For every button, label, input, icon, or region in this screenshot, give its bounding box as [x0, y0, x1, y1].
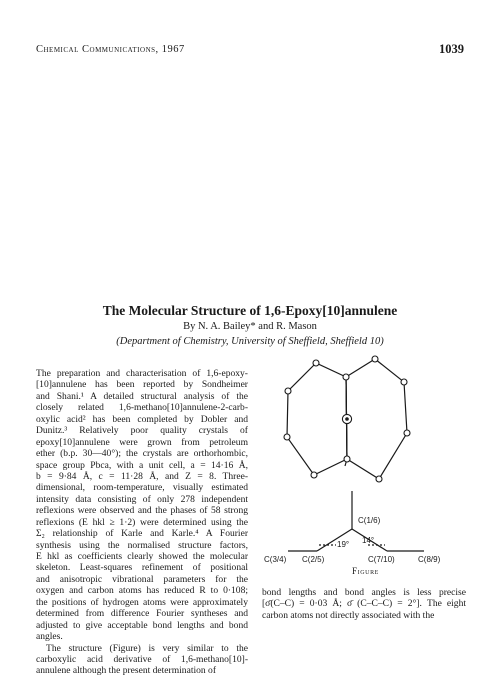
text-line: annulene although the present determination of	[36, 665, 217, 677]
label-c25: C(2/5)	[302, 555, 325, 564]
text-line: and Shani.¹ A detailed structural analysis of the	[36, 390, 248, 402]
text-line: synthesis using the normalised structure factors,	[36, 539, 248, 551]
text-line: adjusted to give acceptable bond lengths and bond	[36, 619, 248, 631]
article-title: The Molecular Structure of 1,6-Epoxy[10]annulene	[102, 303, 398, 318]
molecular-structure-figure	[262, 355, 472, 570]
text-line: The structure (Figure) is very similar to the	[46, 642, 248, 654]
label-angle-right: 14°	[362, 536, 375, 545]
text-line: determined from difference Fourier syntheses and	[36, 608, 248, 620]
article-affiliation: (Department of Chemistry, University of Sheffield, Sheffield 10)	[116, 336, 384, 347]
text-line: the positions of hydrogen atoms were approximately	[36, 596, 248, 608]
article-authors: By N. A. Bailey* and R. Mason	[183, 321, 317, 332]
oxygen-atom	[342, 414, 351, 423]
page-number: 1039	[439, 42, 464, 56]
text-line: bond lengths and bond angles is less precise	[262, 587, 466, 598]
side-view-diagram	[288, 491, 424, 551]
label-c16: C(1/6)	[358, 516, 381, 525]
text-line: reflexions were observed and the phases of 58 strong	[36, 505, 248, 517]
text-line: ether (b.p. 30—40°); the crystals are orthorhombic,	[36, 448, 248, 460]
text-line: intensity data consisting of only 278 independent	[36, 493, 248, 505]
text-line: reflexions (E hkl ≥ 1·2) were determined using the	[36, 516, 248, 528]
body-left-column	[36, 368, 248, 677]
text-line: carboxylic acid derivative of 1,6-methano[10]-	[36, 653, 248, 665]
text-line: E hkl as coefficients clearly showed the molecular	[36, 551, 248, 562]
text-line: angles.	[36, 631, 63, 643]
text-line: oxylic acid² has been completed by Dobler and	[36, 413, 248, 425]
text-line: Dunitz.³ Relatively poor quality crystals of	[36, 425, 248, 437]
text-line: b = 9·84 Å, c = 11·28 Å, and Z = 8. Three-	[36, 470, 248, 482]
text-line: skeleton. Least-squares refinement of positional	[36, 562, 248, 574]
text-line: epoxy[10]annulene were grown from petroleum	[36, 436, 248, 448]
label-c89: C(8/9)	[418, 555, 441, 564]
label-c34: C(3/4)	[264, 555, 287, 564]
text-line: and anisotropic vibrational parameters for the	[36, 573, 248, 585]
text-line: [10]annulene has been reported by Sondheimer	[36, 379, 248, 391]
label-c710: C(7/10)	[368, 555, 395, 564]
body-right-column	[262, 587, 466, 621]
label-angle-left: 19°	[337, 540, 350, 549]
text-line: space group Pbca, with a unit cell, a = 14·16 Å,	[36, 459, 248, 471]
text-line: closely related 1,6-methano[10]annulene-2-carb-	[36, 402, 248, 414]
text-line: dimensional, room-temperature, visually estimated	[36, 482, 248, 494]
text-line: carbon atoms not directly associated with the	[262, 609, 435, 621]
text-line: Σ₂ relationship of Karle and Karle.⁴ A Fourier	[36, 528, 248, 540]
text-line: The preparation and characterisation of 1,6-epoxy-	[36, 368, 248, 379]
figure-caption: Figure	[352, 566, 379, 576]
running-head: Chemical Communications, 1967	[36, 44, 185, 55]
text-line: oxygen and carbon atoms has reduced R to 0·108;	[36, 585, 248, 597]
text-line: [σ̄(C–C) = 0·03 Å; σ̄ (C–C–C) = 2°]. The eight	[262, 598, 466, 610]
